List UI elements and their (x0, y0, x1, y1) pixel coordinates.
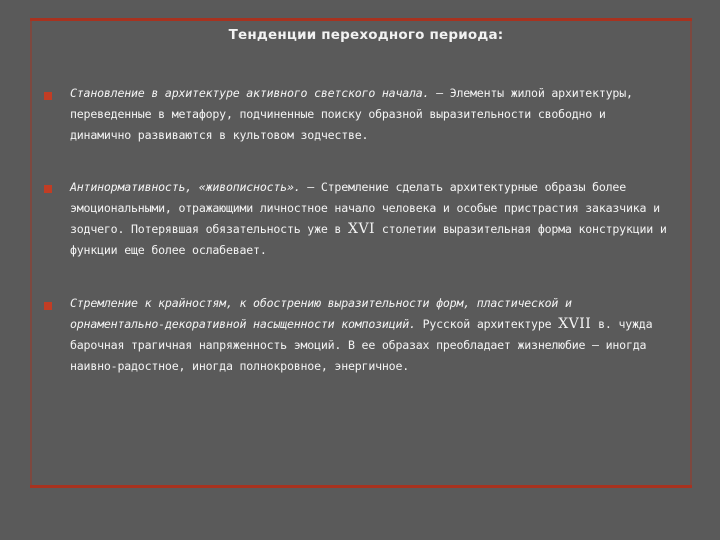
slide-title: Тенденции переходного периода: (228, 27, 504, 43)
item-dash: — (429, 86, 450, 100)
bullet-square-icon (44, 185, 52, 193)
item-body-end: столетии выразительная форма конструкции и функции еще более ослабевает. (70, 222, 667, 257)
bottom-rule (30, 485, 692, 488)
right-rule (690, 18, 692, 488)
century-numeral: XVI (347, 221, 376, 237)
bullet-square-icon (44, 302, 52, 310)
list-item (70, 83, 670, 146)
item-lead: Становление в архитектуре активного светского начала. (70, 86, 430, 100)
list-item (70, 177, 670, 261)
item-dash: — (300, 180, 321, 194)
item-body: Русской архитектуре (415, 317, 559, 331)
bullet-square-icon (44, 92, 52, 100)
left-rule (30, 18, 32, 488)
top-rule (30, 18, 692, 21)
item-lead: Стремление к крайностям, к обострению выразительности форм, пластической и орнаментально-декоративной насыщенности композиций. (70, 296, 572, 331)
century-numeral: XVII (558, 316, 592, 332)
item-lead: Антинормативность, «живописность». (70, 180, 301, 194)
list-item (70, 293, 670, 377)
item-body: Элементы жилой архитектуры, переведенные в метафору, подчиненные поиску образной выразительности свободно и динамично развиваются в культовом зодчестве. (70, 86, 633, 142)
item-body-end: в. чужда барочная трагичная напряженность эмоций. В ее образах преобладает жизнелюбие — иногда наивно-радостное, иногда полнокровное, энергичное. (70, 317, 653, 373)
item-body: Стремление сделать архитектурные образы более эмоциональными, отражающими личностное начало человека и особые пристрастия заказчика и зодчего. Потерявшая обязательность уже в (70, 180, 660, 236)
